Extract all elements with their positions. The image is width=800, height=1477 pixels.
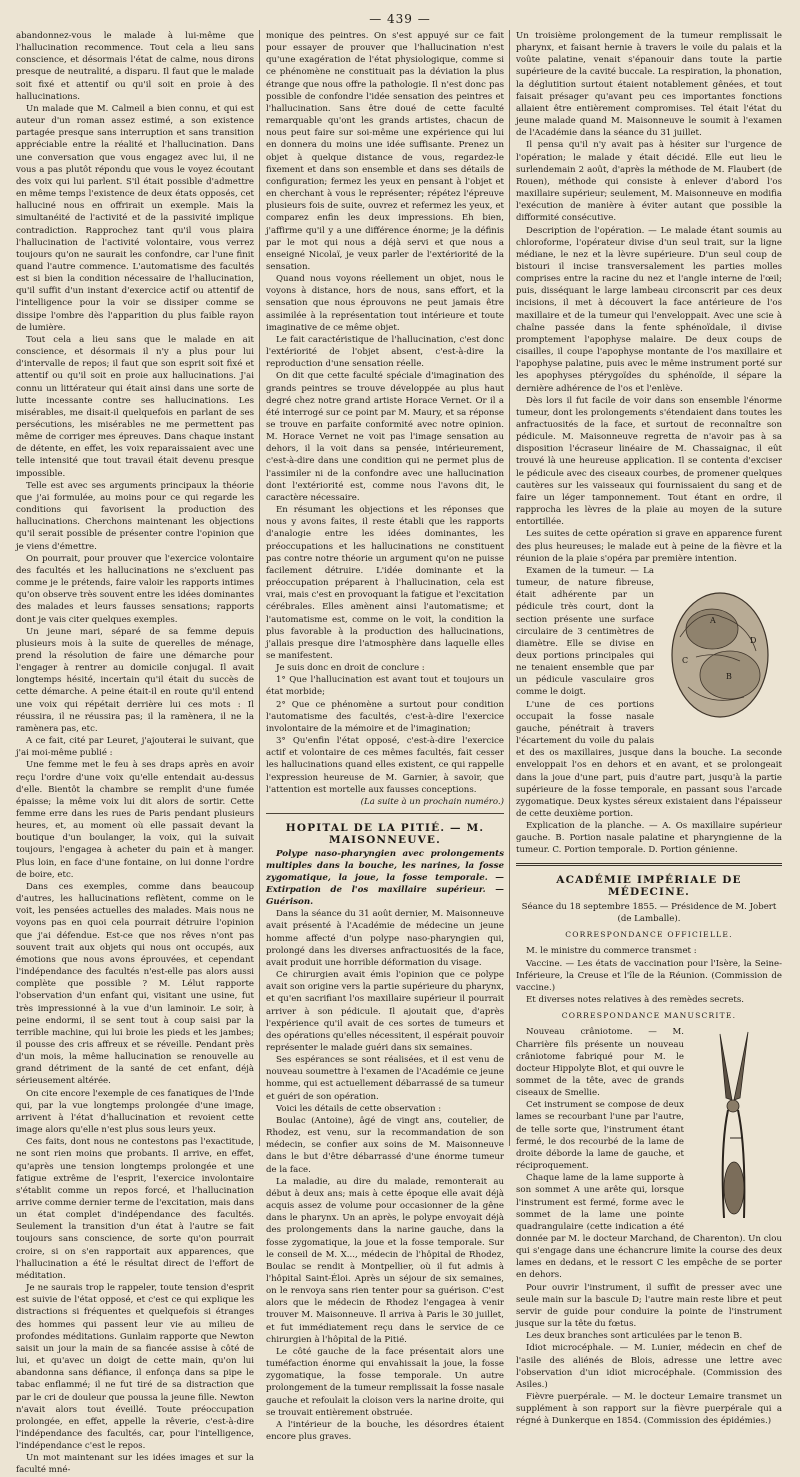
paragraph: Voici les détails de cette observation : [276, 1103, 442, 1114]
paragraph: Ces faits, dont nous ne contestons pas l'exactitude, ne sont rien moins que probants. Il arrive, en effet, qu'après une tension longtemps prolongée et une fatigue extrême de l'esprit, l'exercice involontaire s'établit comme un repos forcé, et l'hallucination arrive comme dernier terme de l'excitation, mais dans un état complet d'indépendance des facultés. Seulement la transition d'un état à l'autre se fait toujours sans conscience, de sorte qu'on pourrait croire, si on s'en rapportait aux apparences, que l'hallucination a été le résultat direct de l'effort de méditation. [16, 1137, 254, 1281]
paragraph: Ce chirurgien avait émis l'opinion que ce polype avait son origine vers la partie supérieure du pharynx, et qu'en sacrifiant l'os maxillaire supérieur il pourrait arriver à son pédicule. Il ajoutait que, d'après l'expérience qu'il avait de ces sortes de tumeurs et des opérations qu'elles nécessitent, il espérait pouvoir représenter le malade guéri dans six semaines. [266, 970, 505, 1054]
paragraph: Un jeune mari, séparé de sa femme depuis plusieurs mois à la suite de querelles de ménage, prend la résolution de faire une démarche pour l'engager à rentrer au domicile conjugal. Il avait longtemps hésité, incertain qu'il était du succès de cette démarche. A peine était-il en route qu'il entend une voix qui répétait derrière lui ces mots : Il réussira, il ne réussira pas; il la ramènera, il ne la ramènera pas, etc. [16, 626, 254, 734]
paragraph: Un malade que M. Calmeil a bien connu, et qui est auteur d'un roman assez estimé, a son existence partagée presque sans interruption et sans transition appréciable entre la réalité et l'hallucination. Dans une conversation que vous engagez avec lui, il ne vous a pas plutôt répondu que vous le voyez écoutant des voix qui lui parlent. S'il était possible d'admettre en même temps l'existence de deux états opposés, cet halluciné nous en offrirait un exemple. Mais la simultanéité de l'activité et de la passivité implique contradiction. Rapprochez tant qu'il vous plaira l'hallucination de l'activité volontaire, vous verrez toujours qu'on ne saurait les confondre, car l'une finit quand l'autre commence. L'automatisme des facultés est si bien la condition nécessaire de l'hallucination, qu'il suffit d'un instant d'exercice actif ou attentif de l'intelligence pour la voir se dissiper comme se dissipe l'ombre dès l'apparition du plus faible rayon de lumière. [16, 103, 254, 333]
paragraph: Examen de la tumeur. — La tumeur, de nature fibreuse, était adhérente par un pédicule très court, dont la section présente une surface circulaire de 3 centimètres de diamètre. Elle se divise en deux portions principales qui ne tenaient ensemble que par un pédicule vasculaire gros comme le doigt. [516, 565, 654, 698]
paragraph: Description de l'opération. — Le malade étant soumis au chloroforme, l'opérateur divise d'un seul trait, sur la ligne médiane, le nez et la lèvre supérieure. D'un seul coup de bistouri il incise transversalement les parties molles comprises entre la racine du nez et l'angle interne de l'œil; puis, disséquant le large lambeau circonscrit par ces deux incisions, il met à découvert la face antérieure de l'os maxillaire et de la tumeur qui l'enveloppait. Avec une scie à chaîne passée dans la fente sphénoïdale, il divise promptement l'apophyse malaire. De deux coups de cisailles, il coupe l'apophyse montante de l'os maxillaire et l'apophyse palatine, puis avec le même instrument porté sur les apophyses ptérygoïdes du sphénoïde, il sépare la dernière adhérence de l'os et l'enlève. [516, 225, 782, 394]
paragraph: abandonnez-vous le malade à lui-même que l'hallucination recommence. Tout cela a lieu sans conscience, et désormais l'état de calme, nous dirons presque de neutralité, a disparu. Il faut que le malade soit fixé et attentif ou qu'il soit en proie à des hallucinations. [16, 31, 254, 102]
paragraph: monique des peintres. On s'est appuyé sur ce fait pour essayer de prouver que l'hallucination n'est qu'une exagération de l'état physiologique, comme si ce phénomène ne constituait pas la déviation la plus étrange que nous offre la pathologie. Il n'est donc pas possible de confondre l'idée sensation des peintres et l'hallucination. Sans être doué de cette faculté remarquable qu'ont les grands artistes, chacun de nous peut faire sur soi-même une expérience qui lui en donnera du moins une idée suffisante. Prenez un objet à quelque distance de vous, regardez-le fixement et dans son ensemble et dans ses détails de configuration; fermez les yeux en pensant à l'objet et en cherchant à vous le représenter; répétez l'épreuve plusieurs fois de suite, ouvrez et refermez les yeux, et comparez enfin les deux impressions. Eh bien, j'affirme qu'il y a une différence énorme; je la définis par le mot qui nous a déjà servi et que nous a enseigné Nicolaï, je veux parler de l'extériorité de la sensation. [266, 31, 504, 272]
paragraph: Nouveau crâniotome. — M. Charrière fils présente un nouveau crâniotome fabriqué pour M. le docteur Hippolyte Blot, et qui ouvre le sommet de la tête, avec de grands ciseaux de Smellie. [516, 1027, 684, 1099]
section-subtitle: Polype naso-pharyngien avec prolongements multiples dans la bouche, les narines, la fosse zygomatique, la joue, la fosse temporale. — Extirpation de l'os maxillaire supérieur. — Guérison. [266, 849, 504, 907]
paragraph: Les suites de cette opération si grave en apparence furent des plus heureuses; le malade eut à peine de la fièvre et la réunion de la plaie s'opéra par première intention. [516, 529, 782, 564]
section-title-academy: ACADÉMIE IMPÉRIALE DE MÉDECINE. [556, 873, 742, 898]
official-correspondence-heading: CORRESPONDANCE OFFICIELLE. [565, 930, 733, 940]
column-2 [266, 30, 505, 1443]
paragraph: Dans la séance du 31 août dernier, M. Maisonneuve avait présenté à l'Académie de médecine un jeune homme affecté d'un polype naso-pharyngien qui, prolongé dans les diverses anfractuosités de la face, avait produit une horrible déformation du visage. [266, 909, 504, 968]
section-divider [266, 813, 504, 814]
paragraph: 2° Que ce phénomène a surtout pour condition l'automatisme des facultés, c'est-à-dire l'exercice involontaire de la mémoire et de l'imagination; [266, 699, 504, 734]
fig-label-c: C [682, 655, 689, 665]
paragraph: Dans ces exemples, comme dans beaucoup d'autres, les hallucinations reflètent, comme on le voit, les pensées actuelles des malades. Mais nous ne voyons pas en quoi cela pourrait détruire l'opinion que j'ai défendue. Est-ce que nos rêves n'ont pas souvent trait aux objets qui nous ont occupés, aux émotions que nous avons éprouvées, et cependant l'indépendance des facultés n'est-elle pas alors aussi complète que possible ? M. Lélut rapporte l'observation d'un enfant qui, visitant une usine, fut très impressionné à la vue d'un laminoir. Le soir, à peine endormi, il se sent tout à coup saisi par la terrible machine, qui lui broie les pieds et les jambes; il pousse des cris affreux et se réveille. Pendant près d'un mois, la même hallucination se renouvelle au grand détriment de la santé de cet enfant, déjà sérieusement altérée. [16, 881, 254, 1087]
paragraph: Et diverses notes relatives à des remèdes secrets. [526, 995, 744, 1006]
paragraph: La maladie, au dire du malade, remonterait au début à deux ans; mais à cette époque elle avait déjà acquis assez de volume pour occasionner de la gêne dans le pharynx. Un an après, le polype envoyait déjà des prolongements dans la narine gauche, dans la fosse zygomatique, la joue et la fosse temporale. Sur le conseil de M. X..., médecin de l'hôpital de Rhodez, Boulac se rendit à Montpellier, où il fut admis à l'hôpital Saint-Éloi. Après un séjour de six semaines, on le renvoya sans rien tenter pour sa guérison. C'est alors que le médecin de Rhodez l'engagea à venir trouver M. Maisonneuve. Il arriva à Paris le 30 juillet, et fut immédiatement reçu dans le service de ce chirurgien à l'hôpital de la Pitié. [266, 1176, 504, 1345]
paragraph: Un mot maintenant sur les idées images et sur la faculté mné- [16, 1453, 254, 1476]
column-divider [509, 30, 510, 1146]
session-line: Séance du 18 septembre 1855. — Présidence de M. Jobert (de Lamballe). [521, 901, 777, 925]
paragraph: Les deux branches sont articulées par le tenon B. [526, 1331, 743, 1342]
paragraph: Pour ouvrir l'instrument, il suffit de presser avec une seule main sur la bascule D; l'autre main reste libre et peut servir de guide pour conduire la pointe de l'instrument jusque sur la tête du fœtus. [516, 1282, 782, 1330]
paragraph: Chaque lame de la lame supporte à son sommet A une arête qui, lorsque l'instrument est fermé, forme avec le sommet de la lame une pointe quadrangulaire (cette indication a été donnée par M. le docteur Marchand, de Charenton). Un clou qui s'engage dans une échancrure limite la course des deux lames en dedans, et le ressort C les empêche de se porter en dehors. [516, 1173, 782, 1281]
paragraph: Telle est avec ses arguments principaux la théorie que j'ai formulée, au moins pour ce qui regarde les conditions qui favorisent la production des hallucinations. Cherchons maintenant les objections qu'il serait possible de présenter contre l'opinion que je viens d'émettre. [16, 480, 254, 552]
section-divider [516, 863, 782, 866]
paragraph: Quand nous voyons réellement un objet, nous le voyons à distance, hors de nous, sans effort, et la sensation que nous éprouvons ne peut jamais être assimilée à la représentation tout intérieure et toute imaginative de ce même objet. [266, 274, 504, 333]
paragraph: Boulac (Antoine), âgé de vingt ans, coutelier, de Rhodez, est venu, sur la recommandation de son médecin, se confier aux soins de M. Maisonneuve dans le but d'être débarrassé d'une énorme tumeur de la face. [266, 1115, 504, 1175]
paragraph: M. le ministre du commerce transmet : [526, 946, 697, 957]
paragraph: 3° Qu'enfin l'état opposé, c'est-à-dire l'exercice actif et volontaire de ces mêmes facultés, fait cesser les hallucinations quand elles existent, ce qui rappelle l'expression heureuse de M. Garnier, à savoir, que l'attention est mortelle aux fausses conceptions. [266, 736, 504, 795]
paragraph: Fièvre puerpérale. — M. le docteur Lemaire transmet un supplément à son rapport sur la fièvre puerpérale qui a régné à Dunkerque en 1854. (Commission des épidémies.) [516, 1392, 782, 1427]
page-number: — 439 — [369, 12, 431, 26]
paragraph: En résumant les objections et les réponses que nous y avons faites, il reste établi que les rapports d'analogie entre les idées dominantes, les préoccupations et les hallucinations ne constituent pas contre notre théorie un argument qu'on ne puisse facilement détruire. L'idée dominante et la préoccupation préparent à l'hallucination, cela est vrai, mais c'est en provoquant la fatigue et l'excitation cérébrales. Elles amènent ainsi l'automatisme; et l'automatisme est, comme on le voit, la condition la plus favorable à la production des hallucinations, j'allais presque dire l'atmosphère dans laquelle elles se manifestent. [266, 505, 504, 661]
paragraph: Le côté gauche de la face présentait alors une tuméfaction énorme qui envahissait la joue, la fosse zygomatique, la fosse temporale. Un autre prolongement de la tumeur remplissait la fosse nasale gauche et refoulait la cloison vers la narine droite, qui se trouvait entièrement obstruée. [266, 1346, 504, 1418]
paragraph: Je ne saurais trop le rappeler, toute tension d'esprit est suivie de l'état opposé, et c'est ce qui explique les distractions si fréquentes et quelquefois si étranges des hommes qui passent leur vie au milieu de profondes méditations. Gunlaim rapporte que Newton saisit un jour la main de sa fiancée assise à côté de lui, et qu'avec un doigt de cette main, qu'on lui abandonna sans défiance, il enfonça dans sa pipe le tabac enflammé; il ne fut tiré de sa distraction que par le cri de douleur que poussa la jeune fille. Newton n'avait alors tout éveillé. Toute préoccupation prolongée, en effet, appelle la rêverie, c'est-à-dire l'indépendance des facultés, car, pour l'intelligence, l'indépendance c'est le repos. [16, 1283, 254, 1452]
fig-label-b: B [726, 671, 732, 681]
paragraph: Idiot microcéphale. — M. Lunier, médecin en chef de l'asile des aliénés de Blois, adresse une lettre avec l'observation d'un idiot microcéphale. (Commission des Asiles.) [516, 1343, 782, 1390]
paragraph: On pourrait, pour prouver que l'exercice volontaire des facultés et les hallucinations ne s'excluent pas comme je le prétends, faire valoir les rapports intimes qu'on observe très souvent entre les idées dominantes des malades et leurs fausses sensations; rapports dont je vais citer quelques exemples. [16, 553, 254, 625]
paragraph: Explication de la planche. — A. Os maxillaire supérieur gauche. B. Portion nasale palatine et pharyngienne de la tumeur. C. Portion temporale. D. Portion génienne. [516, 821, 782, 856]
paragraph: Le fait caractéristique de l'hallucination, c'est donc l'extériorité de l'objet absent, c'est-à-dire la reproduction d'une sensation réelle. [266, 334, 504, 370]
column-3 [516, 30, 782, 1427]
paragraph: On cite encore l'exemple de ces fanatiques de l'Inde qui, par la vue longtemps prolongée d'une image, arrivent à l'état d'hallucination et revoient cette image alors qu'elle n'est plus sous leurs yeux. [16, 1088, 254, 1136]
paragraph: Il pensa qu'il n'y avait pas à hésiter sur l'urgence de l'opération; le malade y était décidé. Elle eut lieu le surlendemain 2 août, d'après la méthode de M. Flaubert (de Rouen), méthode qui consiste à enlever d'abord l'os maxillaire supérieur; seulement, M. Maisonneuve en modifia l'exécution de manière à éviter autant que possible la difformité consécutive. [516, 140, 782, 224]
paragraph: Ses espérances se sont réalisées, et il est venu de nouveau soumettre à l'examen de l'Académie ce jeune homme, qui est actuellement débarrassé de sa tumeur et guéri de son opération. [266, 1055, 504, 1102]
paragraph: Vaccine. — Les états de vaccination pour l'Isère, la Seine-Inférieure, la Creuse et l'île de la Réunion. (Commission de vaccine.) [516, 958, 782, 993]
tumor-illustration [660, 567, 782, 739]
fig-label-d: D [750, 635, 757, 645]
paragraph: Tout cela a lieu sans que le malade en ait conscience, et désormais il n'y a plus pour lui d'intervalle de repos; il faut que son esprit soit fixé et attentif ou qu'il soit en proie aux hallucinations. J'ai connu un littérateur qui était ainsi dans une sorte de lutte incessante contre ses hallucinations. Les misérables, me disait-il quelquefois en parlant de ses persécutions, les misérables ne me permettent pas même de corriger mes épreuves. Dans chaque instant de détente, en effet, les voix reparaissaient avec une telle intensité que tout travail était devenu presque impossible. [16, 334, 254, 479]
column-1 [16, 30, 254, 1476]
craniotome-illustration [690, 1028, 782, 1228]
paragraph: A ce fait, cité par Leuret, j'ajouterai le suivant, que j'ai moi-même publié : [16, 736, 254, 759]
section-title-hospital: HOPITAL DE LA PITIÉ. — M. MAISONNEUVE. [285, 822, 485, 847]
paragraph: Un troisième prolongement de la tumeur remplissait le pharynx, et faisant hernie à travers le voile du palais et la voûte palatine, venait s'épanouir dans toute la partie supérieure de la cavité buccale. La respiration, la phonation, la déglutition surtout étaient notablement gênées, et tout faisait présager qu'avant peu ces importantes fonctions allaient être entièrement compromises. Tel était l'état du jeune malade quand M. Maisonneuve le soumit à l'examen de l'Académie dans la séance du 31 juillet. [516, 31, 782, 139]
paragraph: Dès lors il fut facile de voir dans son ensemble l'énorme tumeur, dont les prolongements s'étendaient dans toutes les anfractuosités de la face, et surtout de reconnaître son pédicule. M. Maisonneuve regretta de n'avoir pas à sa disposition l'écraseur linéaire de M. Chassaignac, il eût trouvé là une heureuse application. Il se contenta d'exciser le pédicule avec des ciseaux courbes, de promener quelques cautères sur les vaisseaux qui fournissaient du sang et de faire un léger tamponnement. Tout étant en ordre, il rapprocha les lèvres de la plaie au moyen de la suture entortillée. [516, 395, 782, 528]
paragraph: A l'intérieur de la bouche, les désordres étaient encore plus graves. [266, 1419, 504, 1443]
paragraph: Une femme met le feu à ses draps après en avoir reçu l'ordre d'une voix qu'elle entendait au-dessus d'elle. Bientôt la chambre se remplit d'une fumée épaisse; la même voix lui dit alors de sortir. Cette femme erre dans les rues de Paris pendant plusieurs heures, et, au moment où elle passait devant la boutique d'un boulanger, la voix, qui la suivait toujours, l'engagea à acheter du pain et à manger. Plus loin, en face d'une fontaine, on lui donne l'ordre de boire, etc. [16, 760, 254, 880]
column-divider [259, 30, 260, 1146]
paragraph: L'une de ces portions occupait la fosse nasale gauche, pénétrait à travers l'écartement du voile du palais et des os maxillaires, jusque dans la bouche. La seconde enveloppait l'os en dehors et en avant, et se prolongeait dans la joue d'une part, puis d'autre part, jusqu'à la partie supérieure de la fosse temporale, en passant sous l'arcade zygomatique. Deux kystes séreux existaient dans l'épaisseur de cette deuxième portion. [516, 699, 782, 819]
continued-note: (La suite à un prochain numéro.) [360, 796, 504, 807]
manuscript-correspondence-heading: CORRESPONDANCE MANUSCRITE. [561, 1011, 737, 1021]
paragraph: 1° Que l'hallucination est avant tout et toujours un état morbide; [266, 675, 504, 698]
fig-label-a: A [710, 615, 716, 625]
paragraph: Cet instrument se compose de deux lames se recourbant l'une par l'autre, de telle sorte que, l'instrument étant fermé, le dos recourbé de la lame de droite déborde la lame de gauche, et réciproquement. [516, 1100, 684, 1172]
paragraph: On dit que cette faculté spéciale d'imagination des grands peintres se trouve développée au plus haut degré chez notre grand artiste Horace Vernet. Or il a été interrogé sur ce point par M. Maury, et sa réponse se trouve en parfaite conformité avec notre opinion. M. Horace Vernet ne voit pas l'image sensation au dehors, il la voit dans sa pensée, intérieurement, c'est-à-dire dans une condition qui ne permet plus de l'assimiler ni de la confondre avec une hallucination dont l'extériorité est, comme nous l'avons dit, le caractère nécessaire. [266, 371, 504, 503]
paragraph: Je suis donc en droit de conclure : [276, 663, 425, 674]
